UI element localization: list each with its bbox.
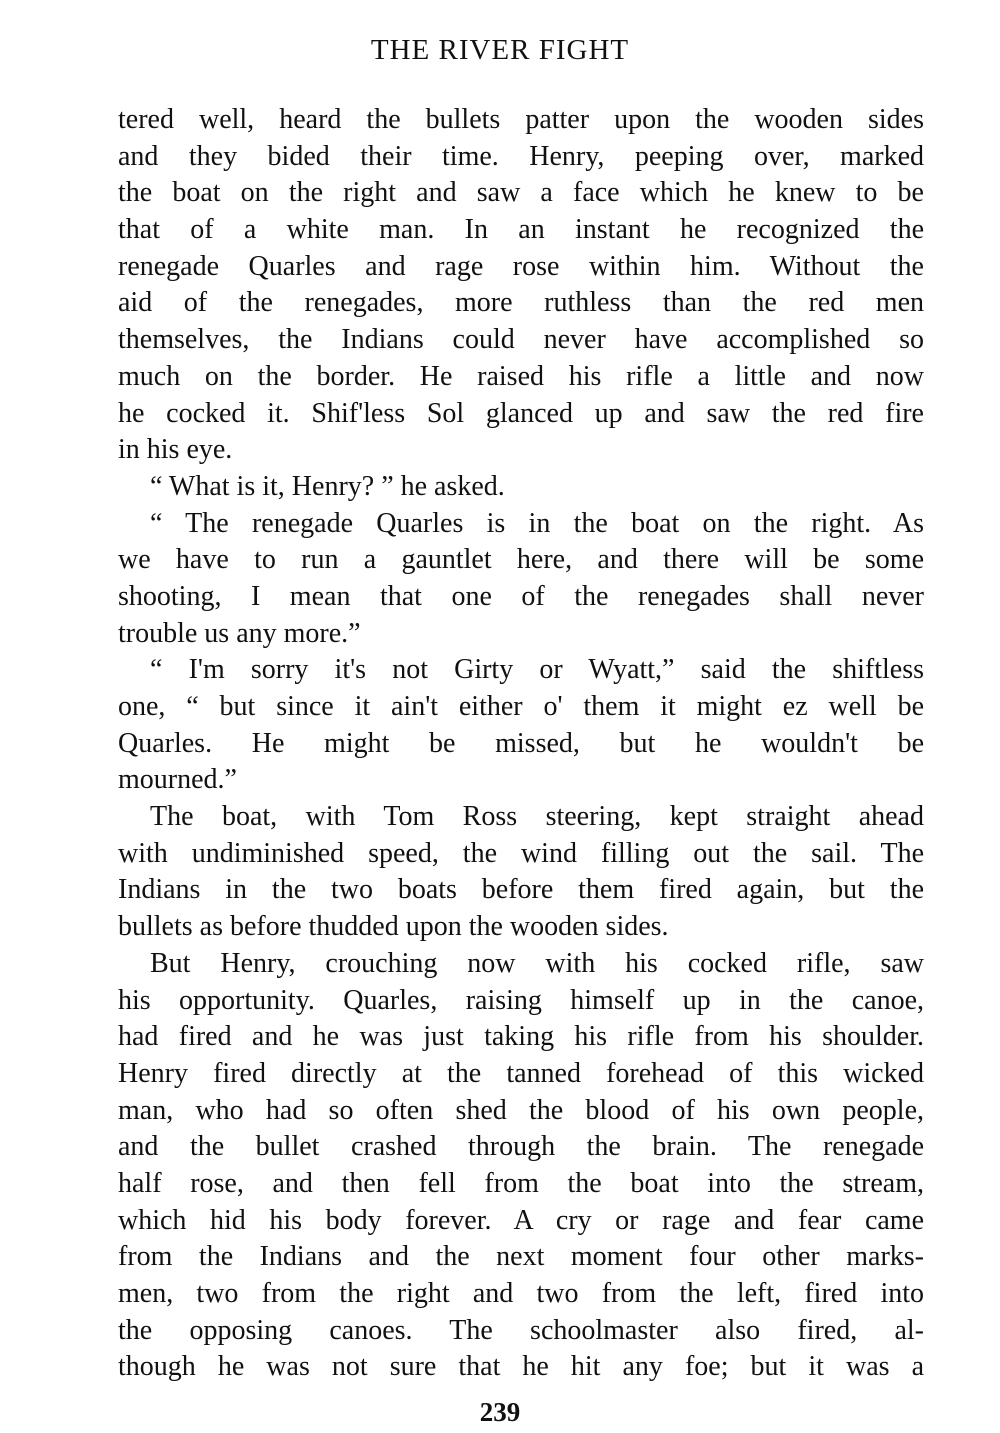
text-line: shooting, I mean that one of the renegades shall never bbox=[118, 580, 924, 612]
text-line: we have to run a gauntlet here, and there will be some bbox=[118, 544, 924, 576]
text-line: with undiminished speed, the wind filling out the sail. The bbox=[118, 837, 924, 869]
text-line: the opposing canoes. The schoolmaster also fired, al- bbox=[118, 1314, 924, 1346]
text-line: The boat, with Tom Ross steering, kept straight ahead bbox=[150, 801, 924, 833]
text-line: much on the border. He raised his rifle a little and now bbox=[118, 360, 924, 392]
text-line: his opportunity. Quarles, raising himself up in the canoe, bbox=[118, 984, 924, 1016]
text-line: bullets as before thudded upon the wooden sides. bbox=[118, 911, 669, 943]
text-line: Henry fired directly at the tanned forehead of this wicked bbox=[118, 1057, 924, 1089]
text-line: “ I'm sorry it's not Girty or Wyatt,” said the shiftless bbox=[150, 654, 924, 686]
text-line: “ The renegade Quarles is in the boat on the right. As bbox=[150, 507, 924, 539]
body-text bbox=[118, 102, 924, 1386]
text-line: trouble us any more.” bbox=[118, 617, 361, 649]
text-line: “ What is it, Henry? ” he asked. bbox=[150, 470, 505, 502]
text-line: in his eye. bbox=[118, 434, 233, 466]
text-line: the boat on the right and saw a face which he knew to be bbox=[118, 177, 924, 209]
text-line: though he was not sure that he hit any foe; but it was a bbox=[118, 1351, 924, 1383]
text-line: had fired and he was just taking his rifle from his shoulder. bbox=[118, 1021, 924, 1053]
text-line: which hid his body forever. A cry or rage and fear came bbox=[118, 1204, 924, 1236]
text-line: men, two from the right and two from the left, fired into bbox=[118, 1278, 924, 1309]
text-line: and the bullet crashed through the brain. The renegade bbox=[118, 1131, 924, 1163]
text-line: man, who had so often shed the blood of his own people, bbox=[118, 1094, 924, 1126]
running-head: THE RIVER FIGHT bbox=[370, 34, 630, 66]
text-line: half rose, and then fell from the boat into the stream, bbox=[118, 1167, 924, 1199]
text-line: that of a white man. In an instant he recognized the bbox=[118, 214, 924, 246]
text-line: tered well, heard the bullets patter upon the wooden sides bbox=[118, 104, 924, 135]
text-line: he cocked it. Shif'less Sol glanced up and saw the red fire bbox=[118, 397, 924, 429]
text-line: But Henry, crouching now with his cocked rifle, saw bbox=[150, 947, 924, 979]
text-line: Quarles. He might be missed, but he wouldn't be bbox=[118, 727, 924, 759]
text-line: themselves, the Indians could never have accomplished so bbox=[118, 324, 924, 356]
text-line: aid of the renegades, more ruthless than the red men bbox=[118, 287, 924, 319]
text-line: renegade Quarles and rage rose within him. Without the bbox=[118, 250, 924, 282]
page-number: 239 bbox=[479, 1397, 521, 1427]
text-line: one, “ but since it ain't either o' them it might ez well be bbox=[118, 691, 924, 722]
text-line: mourned.” bbox=[118, 764, 237, 796]
text-line: and they bided their time. Henry, peeping over, marked bbox=[118, 140, 924, 172]
text-line: from the Indians and the next moment four other marks- bbox=[118, 1241, 924, 1273]
text-line: Indians in the two boats before them fired again, but the bbox=[118, 874, 924, 906]
